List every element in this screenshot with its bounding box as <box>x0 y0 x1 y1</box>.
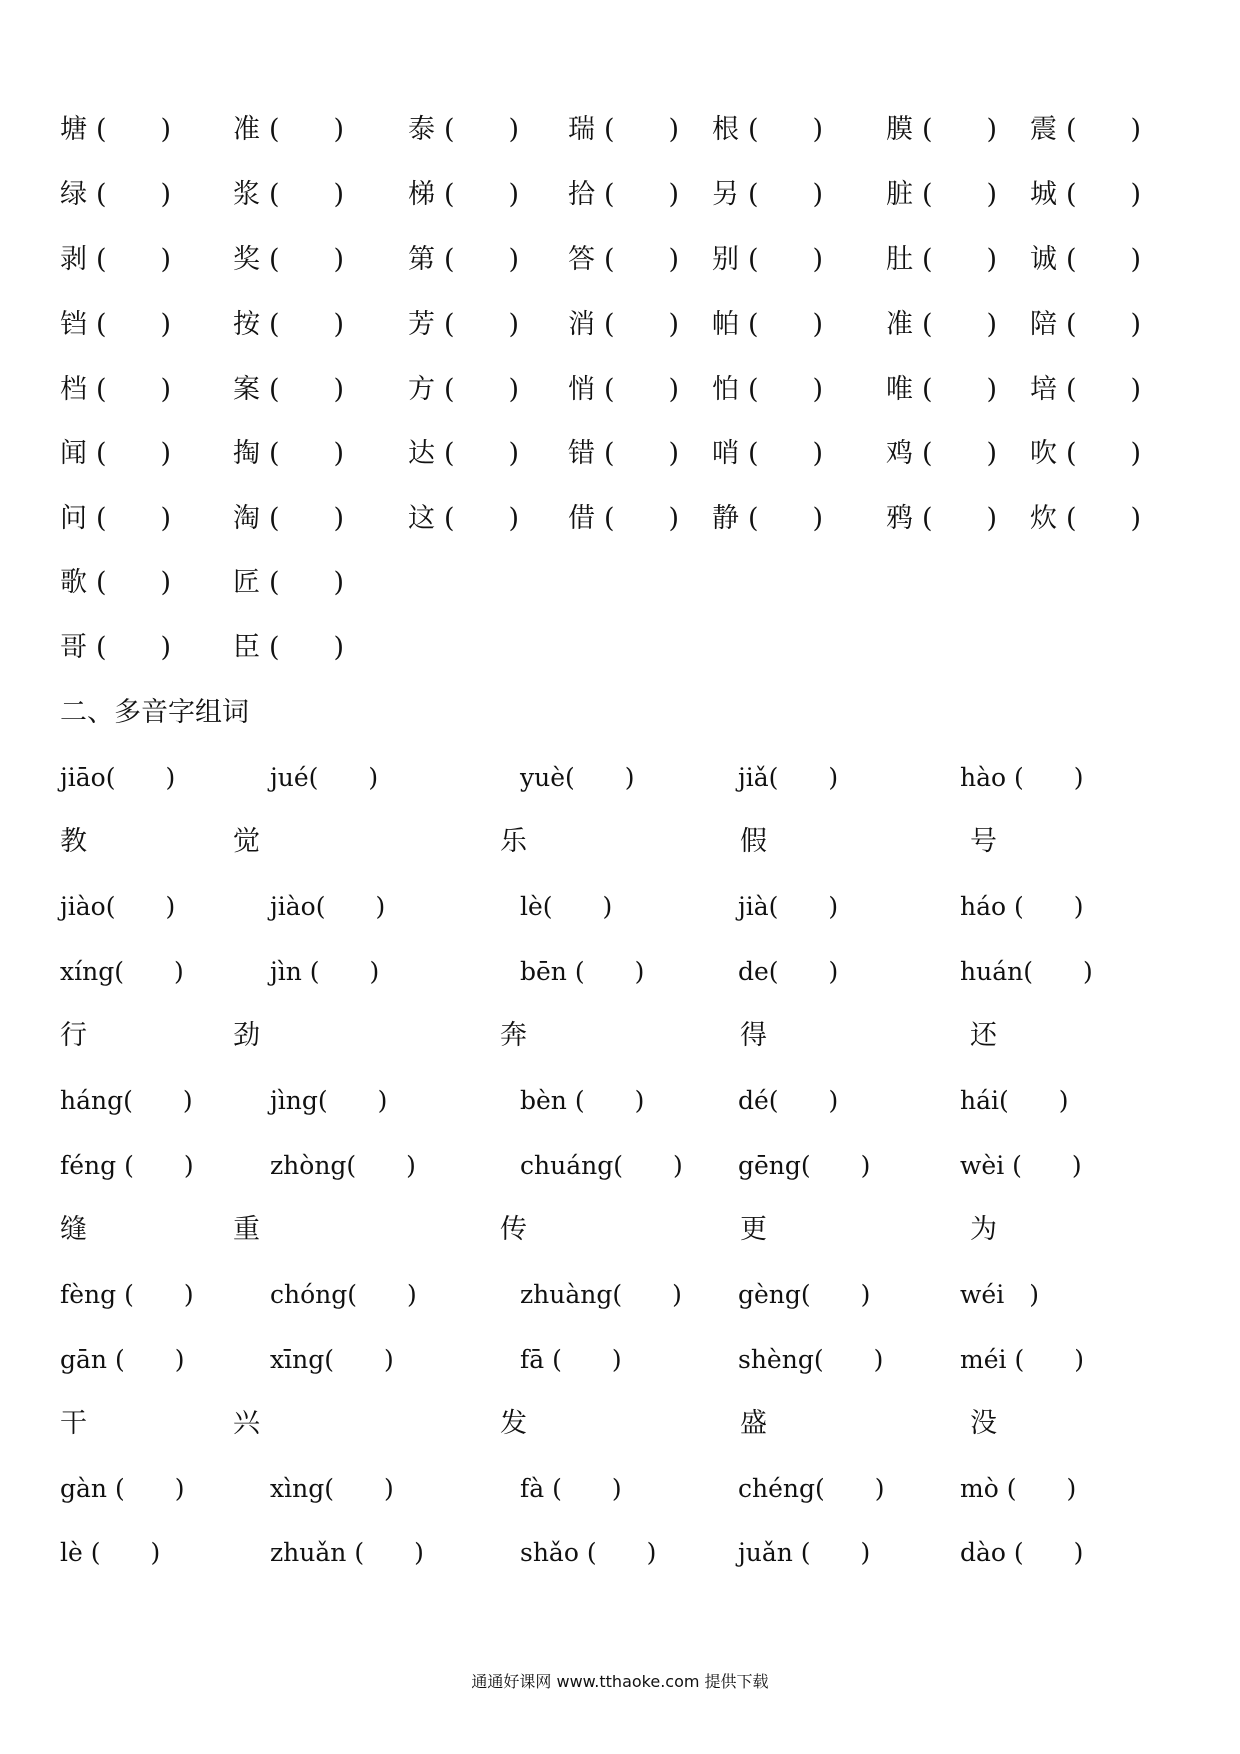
polyphonic-character: 兴 <box>233 1408 260 1439</box>
char-blank-item <box>408 305 519 345</box>
char-blank-item <box>886 175 997 215</box>
char-blank-item <box>233 499 344 539</box>
pinyin-row <box>0 1081 1240 1121</box>
character: 炊 <box>1030 503 1057 534</box>
character: 案 <box>233 374 260 405</box>
character: 闻 <box>60 438 87 469</box>
character: 塘 <box>60 114 87 145</box>
character: 按 <box>233 309 260 340</box>
answer-blank[interactable]: ( ) <box>604 244 680 275</box>
pinyin-blank-item[interactable]: gān ( ) <box>60 1345 185 1374</box>
char-blank-item <box>712 240 823 280</box>
char-blank-item <box>568 175 679 215</box>
pinyin-blank-item[interactable]: yuè( ) <box>520 763 635 792</box>
char-blank-item <box>60 175 171 215</box>
answer-blank[interactable]: ( ) <box>748 244 824 275</box>
char-blank-item <box>886 370 997 410</box>
pinyin-blank-item[interactable]: méi ( ) <box>960 1345 1084 1374</box>
pinyin-blank-item[interactable]: hào ( ) <box>960 763 1084 792</box>
answer-blank[interactable]: ( ) <box>96 438 172 469</box>
char-blank-item <box>60 370 171 410</box>
char-blank-item <box>408 175 519 215</box>
pinyin-row <box>0 758 1240 798</box>
pinyin-blank-item[interactable]: de( ) <box>738 957 839 986</box>
pinyin-blank-item[interactable]: jìng( ) <box>270 1086 388 1115</box>
character: 膜 <box>886 114 913 145</box>
pinyin-blank-item[interactable]: wéi ) <box>960 1280 1039 1309</box>
char-blank-item <box>233 434 344 474</box>
character: 培 <box>1030 374 1057 405</box>
char-row <box>0 563 1240 603</box>
pinyin-row <box>0 1340 1240 1380</box>
character: 陪 <box>1030 309 1057 340</box>
polyphonic-character: 重 <box>233 1214 260 1245</box>
char-blank-item <box>568 434 679 474</box>
polyphonic-character: 奔 <box>500 1020 527 1051</box>
char-blank-item <box>1030 110 1141 150</box>
char-blank-item <box>712 305 823 345</box>
character: 鸡 <box>886 438 913 469</box>
pinyin-blank-item[interactable]: lè( ) <box>520 892 613 921</box>
char-row <box>0 305 1240 345</box>
polyphonic-character: 发 <box>500 1408 527 1439</box>
pinyin-blank-item[interactable]: jìn ( ) <box>270 957 380 986</box>
pinyin-blank-item[interactable]: wèi ( ) <box>960 1151 1082 1180</box>
answer-blank[interactable]: ( ) <box>748 374 824 405</box>
character: 静 <box>712 503 739 534</box>
answer-blank[interactable]: ( ) <box>604 438 680 469</box>
pinyin-blank-item[interactable]: háng( ) <box>60 1086 193 1115</box>
polyphonic-character: 教 <box>60 826 87 857</box>
char-blank-item <box>712 434 823 474</box>
pinyin-blank-item[interactable]: jià( ) <box>738 892 839 921</box>
pinyin-row <box>0 887 1240 927</box>
pinyin-row <box>0 1469 1240 1509</box>
polyphonic-char-row <box>0 1016 1240 1056</box>
character: 瑞 <box>568 114 595 145</box>
pinyin-blank-item[interactable]: fā ( ) <box>520 1345 622 1374</box>
char-blank-item <box>568 110 679 150</box>
pinyin-blank-item[interactable]: lè ( ) <box>60 1538 161 1567</box>
polyphonic-char-row <box>0 822 1240 862</box>
answer-blank[interactable]: ( ) <box>444 374 520 405</box>
pinyin-blank-item[interactable]: féng ( ) <box>60 1151 194 1180</box>
pinyin-blank-item[interactable]: fèng ( ) <box>60 1280 194 1309</box>
answer-blank[interactable]: ( ) <box>269 179 345 210</box>
answer-blank[interactable]: ( ) <box>922 309 998 340</box>
polyphonic-character: 得 <box>740 1020 767 1051</box>
polyphonic-character: 传 <box>500 1214 527 1245</box>
character: 梯 <box>408 179 435 210</box>
character: 芳 <box>408 309 435 340</box>
answer-blank[interactable]: ( ) <box>922 244 998 275</box>
char-blank-item <box>568 499 679 539</box>
char-blank-item <box>1030 434 1141 474</box>
char-blank-item <box>712 175 823 215</box>
pinyin-blank-item[interactable]: jiào( ) <box>60 892 176 921</box>
pinyin-blank-item[interactable]: shèng( ) <box>738 1345 884 1374</box>
char-blank-item <box>408 370 519 410</box>
character: 问 <box>60 503 87 534</box>
character: 泰 <box>408 114 435 145</box>
char-blank-item <box>233 110 344 150</box>
pinyin-blank-item[interactable]: háo ( ) <box>960 892 1084 921</box>
answer-blank[interactable]: ( ) <box>604 309 680 340</box>
pinyin-blank-item[interactable]: jiāo( ) <box>60 763 176 792</box>
character: 错 <box>568 438 595 469</box>
char-blank-item <box>886 305 997 345</box>
character: 悄 <box>568 374 595 405</box>
char-blank-item <box>1030 240 1141 280</box>
pinyin-row <box>0 1275 1240 1315</box>
pinyin-blank-item[interactable]: dào ( ) <box>960 1538 1084 1567</box>
character: 臣 <box>233 632 260 663</box>
char-blank-item <box>233 563 344 603</box>
pinyin-blank-item[interactable]: xīng( ) <box>270 1345 394 1374</box>
character: 浆 <box>233 179 260 210</box>
char-blank-item <box>1030 305 1141 345</box>
polyphonic-character: 干 <box>60 1408 87 1439</box>
answer-blank[interactable]: ( ) <box>96 309 172 340</box>
character: 哨 <box>712 438 739 469</box>
character: 城 <box>1030 179 1057 210</box>
char-blank-item <box>408 240 519 280</box>
character: 哥 <box>60 632 87 663</box>
answer-blank[interactable]: ( ) <box>444 114 520 145</box>
answer-blank[interactable]: ( ) <box>269 503 345 534</box>
character: 诚 <box>1030 244 1057 275</box>
polyphonic-character: 没 <box>970 1408 997 1439</box>
polyphonic-character: 行 <box>60 1020 87 1051</box>
character: 铛 <box>60 309 87 340</box>
char-blank-item <box>712 499 823 539</box>
char-blank-item <box>886 240 997 280</box>
char-blank-item <box>408 434 519 474</box>
character: 脏 <box>886 179 913 210</box>
answer-blank[interactable]: ( ) <box>444 244 520 275</box>
pinyin-blank-item[interactable]: jué( ) <box>270 763 379 792</box>
character: 吹 <box>1030 438 1057 469</box>
character: 借 <box>568 503 595 534</box>
char-blank-item <box>60 434 171 474</box>
answer-blank[interactable]: ( ) <box>96 632 172 663</box>
char-row <box>0 499 1240 539</box>
pinyin-row <box>0 1533 1240 1573</box>
pinyin-blank-item[interactable]: zhòng( ) <box>270 1151 416 1180</box>
polyphonic-character: 还 <box>970 1020 997 1051</box>
character: 掏 <box>233 438 260 469</box>
character: 这 <box>408 503 435 534</box>
char-blank-item <box>1030 499 1141 539</box>
footer-download-note: 通通好课网 www.tthaoke.com 提供下载 <box>471 1672 769 1691</box>
answer-blank[interactable]: ( ) <box>96 114 172 145</box>
answer-blank[interactable]: ( ) <box>96 244 172 275</box>
answer-blank[interactable]: ( ) <box>922 179 998 210</box>
answer-blank[interactable]: ( ) <box>1066 503 1142 534</box>
pinyin-blank-item[interactable]: zhuàng( ) <box>520 1280 682 1309</box>
character: 奖 <box>233 244 260 275</box>
character: 第 <box>408 244 435 275</box>
char-blank-item <box>712 370 823 410</box>
pinyin-blank-item[interactable]: hái( ) <box>960 1086 1069 1115</box>
character: 别 <box>712 244 739 275</box>
char-row <box>0 434 1240 474</box>
answer-blank[interactable]: ( ) <box>1066 309 1142 340</box>
pinyin-blank-item[interactable]: huán( ) <box>960 957 1093 986</box>
char-row <box>0 370 1240 410</box>
character: 达 <box>408 438 435 469</box>
char-blank-item <box>886 499 997 539</box>
answer-blank[interactable]: ( ) <box>604 374 680 405</box>
character: 消 <box>568 309 595 340</box>
character: 肚 <box>886 244 913 275</box>
answer-blank[interactable]: ( ) <box>269 244 345 275</box>
answer-blank[interactable]: ( ) <box>922 503 998 534</box>
answer-blank[interactable]: ( ) <box>444 179 520 210</box>
char-blank-item <box>712 110 823 150</box>
answer-blank[interactable]: ( ) <box>444 503 520 534</box>
pinyin-blank-item[interactable]: juǎn ( ) <box>738 1538 871 1567</box>
character: 歌 <box>60 567 87 598</box>
answer-blank[interactable]: ( ) <box>922 438 998 469</box>
answer-blank[interactable]: ( ) <box>269 632 345 663</box>
answer-blank[interactable]: ( ) <box>269 438 345 469</box>
character: 拾 <box>568 179 595 210</box>
polyphonic-character: 劲 <box>233 1020 260 1051</box>
char-row <box>0 175 1240 215</box>
char-blank-item <box>60 305 171 345</box>
char-blank-item <box>1030 175 1141 215</box>
answer-blank[interactable]: ( ) <box>604 503 680 534</box>
polyphonic-character: 为 <box>970 1214 997 1245</box>
pinyin-blank-item[interactable]: zhuǎn ( ) <box>270 1538 424 1567</box>
answer-blank[interactable]: ( ) <box>269 309 345 340</box>
answer-blank[interactable]: ( ) <box>1066 244 1142 275</box>
pinyin-blank-item[interactable]: dé( ) <box>738 1086 839 1115</box>
char-blank-item <box>233 175 344 215</box>
answer-blank[interactable]: ( ) <box>269 374 345 405</box>
pinyin-blank-item[interactable]: bèn ( ) <box>520 1086 645 1115</box>
polyphonic-character: 更 <box>740 1214 767 1245</box>
pinyin-blank-item[interactable]: jiǎ( ) <box>738 763 839 792</box>
answer-blank[interactable]: ( ) <box>922 114 998 145</box>
answer-blank[interactable]: ( ) <box>748 114 824 145</box>
pinyin-blank-item[interactable]: shǎo ( ) <box>520 1538 657 1567</box>
polyphonic-character: 乐 <box>500 826 527 857</box>
answer-blank[interactable]: ( ) <box>1066 179 1142 210</box>
character: 淘 <box>233 503 260 534</box>
char-blank-item <box>60 110 171 150</box>
char-blank-item <box>233 628 344 668</box>
character: 准 <box>886 309 913 340</box>
character: 准 <box>233 114 260 145</box>
polyphonic-character: 假 <box>740 826 767 857</box>
character: 根 <box>712 114 739 145</box>
polyphonic-character: 盛 <box>740 1408 767 1439</box>
pinyin-blank-item[interactable]: gèng( ) <box>738 1280 871 1309</box>
char-row <box>0 240 1240 280</box>
pinyin-blank-item[interactable]: chóng( ) <box>270 1280 417 1309</box>
pinyin-blank-item[interactable]: xìng( ) <box>270 1474 394 1503</box>
char-blank-item <box>233 305 344 345</box>
polyphonic-character: 缝 <box>60 1214 87 1245</box>
pinyin-blank-item[interactable]: gēng( ) <box>738 1151 871 1180</box>
answer-blank[interactable]: ( ) <box>748 503 824 534</box>
answer-blank[interactable]: ( ) <box>748 179 824 210</box>
answer-blank[interactable]: ( ) <box>748 309 824 340</box>
pinyin-blank-item[interactable]: fà ( ) <box>520 1474 622 1503</box>
answer-blank[interactable]: ( ) <box>444 309 520 340</box>
character: 另 <box>712 179 739 210</box>
polyphonic-character: 号 <box>970 826 997 857</box>
char-blank-item <box>408 110 519 150</box>
character: 鸦 <box>886 503 913 534</box>
character: 绿 <box>60 179 87 210</box>
character: 帕 <box>712 309 739 340</box>
polyphonic-character: 觉 <box>233 826 260 857</box>
char-blank-item <box>60 240 171 280</box>
answer-blank[interactable]: ( ) <box>922 374 998 405</box>
char-blank-item <box>886 434 997 474</box>
char-blank-item <box>568 240 679 280</box>
answer-blank[interactable]: ( ) <box>1066 438 1142 469</box>
pinyin-row <box>0 1146 1240 1186</box>
answer-blank[interactable]: ( ) <box>444 438 520 469</box>
section-heading-polyphonic: 二、多音字组词 <box>60 697 249 728</box>
pinyin-blank-item[interactable]: chéng( ) <box>738 1474 885 1503</box>
pinyin-blank-item[interactable]: chuáng( ) <box>520 1151 683 1180</box>
pinyin-blank-item[interactable]: jiào( ) <box>270 892 386 921</box>
answer-blank[interactable]: ( ) <box>604 114 680 145</box>
char-blank-item <box>408 499 519 539</box>
char-blank-item <box>233 370 344 410</box>
char-blank-item <box>60 499 171 539</box>
char-blank-item <box>568 305 679 345</box>
character: 剥 <box>60 244 87 275</box>
answer-blank[interactable]: ( ) <box>96 503 172 534</box>
answer-blank[interactable]: ( ) <box>96 374 172 405</box>
pinyin-blank-item[interactable]: gàn ( ) <box>60 1474 185 1503</box>
polyphonic-char-row <box>0 1210 1240 1250</box>
character: 档 <box>60 374 87 405</box>
char-blank-item <box>60 563 171 603</box>
char-blank-item <box>886 110 997 150</box>
character: 怕 <box>712 374 739 405</box>
pinyin-row <box>0 952 1240 992</box>
pinyin-blank-item[interactable]: xíng( ) <box>60 957 184 986</box>
char-blank-item <box>1030 370 1141 410</box>
pinyin-blank-item[interactable]: bēn ( ) <box>520 957 645 986</box>
answer-blank[interactable]: ( ) <box>748 438 824 469</box>
answer-blank[interactable]: ( ) <box>604 179 680 210</box>
char-row <box>0 628 1240 668</box>
char-row <box>0 110 1240 150</box>
char-blank-item <box>233 240 344 280</box>
character: 匠 <box>233 567 260 598</box>
character: 方 <box>408 374 435 405</box>
answer-blank[interactable]: ( ) <box>1066 114 1142 145</box>
character: 震 <box>1030 114 1057 145</box>
answer-blank[interactable]: ( ) <box>96 179 172 210</box>
char-blank-item <box>568 370 679 410</box>
answer-blank[interactable]: ( ) <box>269 567 345 598</box>
answer-blank[interactable]: ( ) <box>1066 374 1142 405</box>
pinyin-blank-item[interactable]: mò ( ) <box>960 1474 1077 1503</box>
char-blank-item <box>60 628 171 668</box>
character: 答 <box>568 244 595 275</box>
answer-blank[interactable]: ( ) <box>269 114 345 145</box>
character: 唯 <box>886 374 913 405</box>
polyphonic-char-row <box>0 1404 1240 1444</box>
answer-blank[interactable]: ( ) <box>96 567 172 598</box>
